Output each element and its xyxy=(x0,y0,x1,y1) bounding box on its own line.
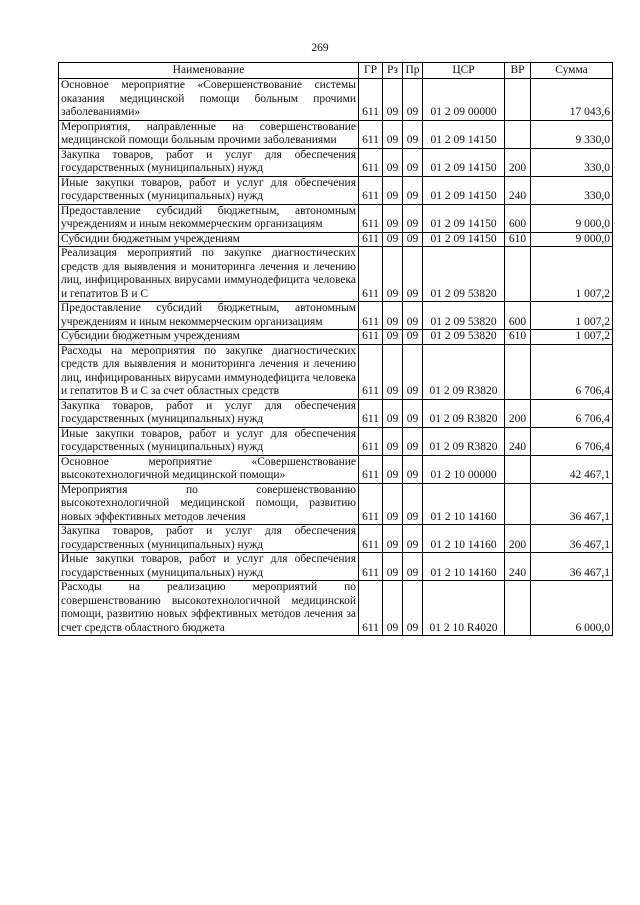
cell-rz: 09 xyxy=(383,148,403,176)
cell-pr: 09 xyxy=(403,399,423,427)
cell-vr: 240 xyxy=(505,176,531,204)
cell-vr xyxy=(505,581,531,636)
table-row xyxy=(59,204,613,232)
cell-gr: 611 xyxy=(359,455,383,483)
cell-sum: 9 330,0 xyxy=(531,120,613,148)
cell-pr: 09 xyxy=(403,79,423,121)
cell-rz: 09 xyxy=(383,120,403,148)
cell-name: Субсидии бюджетным учреждениям xyxy=(59,232,359,247)
cell-name: Основное мероприятие «Совершенствование системы оказания медицинской помощи больным прочими заболеваниями» xyxy=(59,79,359,121)
cell-sum: 6 706,4 xyxy=(531,427,613,455)
cell-pr: 09 xyxy=(403,427,423,455)
cell-name: Расходы на реализацию мероприятий по совершенствованию высокотехнологичной медицинской помощи, развитию новых эффективных методов лечения за счет средств областного бюджета xyxy=(59,581,359,636)
cell-pr: 09 xyxy=(403,176,423,204)
cell-csr: 01 2 10 14160 xyxy=(423,553,505,581)
cell-sum: 330,0 xyxy=(531,176,613,204)
cell-gr: 611 xyxy=(359,344,383,399)
cell-gr: 611 xyxy=(359,79,383,121)
cell-gr: 611 xyxy=(359,302,383,330)
cell-gr: 611 xyxy=(359,120,383,148)
cell-vr xyxy=(505,483,531,525)
cell-vr xyxy=(505,120,531,148)
cell-gr: 611 xyxy=(359,581,383,636)
cell-rz: 09 xyxy=(383,302,403,330)
table-row xyxy=(59,232,613,247)
cell-pr: 09 xyxy=(403,581,423,636)
table-row xyxy=(59,176,613,204)
cell-pr: 09 xyxy=(403,525,423,553)
cell-gr: 611 xyxy=(359,232,383,247)
cell-csr: 01 2 09 00000 xyxy=(423,79,505,121)
cell-rz: 09 xyxy=(383,553,403,581)
table-row xyxy=(59,525,613,553)
cell-csr: 01 2 09 R3820 xyxy=(423,344,505,399)
cell-csr: 01 2 09 R3820 xyxy=(423,427,505,455)
cell-gr: 611 xyxy=(359,427,383,455)
budget-table xyxy=(58,62,613,636)
cell-gr: 611 xyxy=(359,483,383,525)
cell-name: Мероприятия по совершенствованию высокотехнологичной медицинской помощи, развитию новых эффективных методов лечения xyxy=(59,483,359,525)
cell-csr: 01 2 10 14160 xyxy=(423,525,505,553)
cell-gr: 611 xyxy=(359,399,383,427)
cell-csr: 01 2 10 00000 xyxy=(423,455,505,483)
cell-sum: 1 007,2 xyxy=(531,247,613,302)
cell-csr: 01 2 09 14150 xyxy=(423,176,505,204)
cell-vr xyxy=(505,344,531,399)
cell-vr: 600 xyxy=(505,204,531,232)
cell-pr: 09 xyxy=(403,232,423,247)
cell-name: Предоставление субсидий бюджетным, автономным учреждениям и иным некоммерческим организациям xyxy=(59,204,359,232)
cell-pr: 09 xyxy=(403,247,423,302)
cell-sum: 330,0 xyxy=(531,148,613,176)
header-gr: ГР xyxy=(359,63,383,79)
cell-vr: 240 xyxy=(505,553,531,581)
cell-rz: 09 xyxy=(383,232,403,247)
cell-gr: 611 xyxy=(359,176,383,204)
cell-csr: 01 2 09 14150 xyxy=(423,232,505,247)
cell-rz: 09 xyxy=(383,581,403,636)
cell-vr: 200 xyxy=(505,525,531,553)
cell-vr xyxy=(505,455,531,483)
cell-name: Иные закупки товаров, работ и услуг для обеспечения государственных (муниципальных) нужд xyxy=(59,553,359,581)
cell-sum: 1 007,2 xyxy=(531,302,613,330)
table-row xyxy=(59,148,613,176)
cell-csr: 01 2 09 53820 xyxy=(423,247,505,302)
cell-rz: 09 xyxy=(383,483,403,525)
cell-name: Иные закупки товаров, работ и услуг для обеспечения государственных (муниципальных) нужд xyxy=(59,427,359,455)
cell-name: Основное мероприятие «Совершенствование высокотехнологичной медицинской помощи» xyxy=(59,455,359,483)
header-name: Наименование xyxy=(59,63,359,79)
cell-name: Субсидии бюджетным учреждениям xyxy=(59,330,359,345)
table-row xyxy=(59,120,613,148)
table-row xyxy=(59,455,613,483)
cell-csr: 01 2 09 R3820 xyxy=(423,399,505,427)
table-body xyxy=(59,79,613,636)
cell-gr: 611 xyxy=(359,553,383,581)
cell-vr: 200 xyxy=(505,148,531,176)
cell-vr: 610 xyxy=(505,232,531,247)
cell-csr: 01 2 09 53820 xyxy=(423,302,505,330)
page-number: 269 xyxy=(311,42,329,54)
table-row xyxy=(59,247,613,302)
cell-sum: 17 043,6 xyxy=(531,79,613,121)
cell-vr xyxy=(505,247,531,302)
cell-rz: 09 xyxy=(383,247,403,302)
cell-sum: 36 467,1 xyxy=(531,483,613,525)
cell-csr: 01 2 10 14160 xyxy=(423,483,505,525)
cell-sum: 6 000,0 xyxy=(531,581,613,636)
cell-sum: 9 000,0 xyxy=(531,204,613,232)
header-pr: Пр xyxy=(403,63,423,79)
cell-name: Закупка товаров, работ и услуг для обеспечения государственных (муниципальных) нужд xyxy=(59,525,359,553)
cell-csr: 01 2 10 R4020 xyxy=(423,581,505,636)
cell-csr: 01 2 09 14150 xyxy=(423,204,505,232)
cell-rz: 09 xyxy=(383,455,403,483)
cell-sum: 36 467,1 xyxy=(531,553,613,581)
table-row xyxy=(59,427,613,455)
cell-rz: 09 xyxy=(383,330,403,345)
cell-name: Предоставление субсидий бюджетным, автономным учреждениям и иным некоммерческим организациям xyxy=(59,302,359,330)
cell-rz: 09 xyxy=(383,525,403,553)
cell-pr: 09 xyxy=(403,302,423,330)
cell-pr: 09 xyxy=(403,483,423,525)
cell-name: Иные закупки товаров, работ и услуг для обеспечения государственных (муниципальных) нужд xyxy=(59,176,359,204)
table-row xyxy=(59,581,613,636)
cell-rz: 09 xyxy=(383,427,403,455)
cell-csr: 01 2 09 14150 xyxy=(423,148,505,176)
cell-sum: 42 467,1 xyxy=(531,455,613,483)
cell-pr: 09 xyxy=(403,148,423,176)
cell-gr: 611 xyxy=(359,330,383,345)
table-row xyxy=(59,302,613,330)
cell-pr: 09 xyxy=(403,455,423,483)
table-row xyxy=(59,344,613,399)
cell-rz: 09 xyxy=(383,399,403,427)
cell-pr: 09 xyxy=(403,120,423,148)
cell-name: Мероприятия, направленные на совершенствование медицинской помощи больным прочими заболеваниями xyxy=(59,120,359,148)
table-row xyxy=(59,399,613,427)
cell-pr: 09 xyxy=(403,204,423,232)
cell-rz: 09 xyxy=(383,204,403,232)
cell-gr: 611 xyxy=(359,148,383,176)
cell-pr: 09 xyxy=(403,344,423,399)
table-row xyxy=(59,79,613,121)
cell-vr: 200 xyxy=(505,399,531,427)
cell-csr: 01 2 09 14150 xyxy=(423,120,505,148)
table-header-row xyxy=(59,63,613,79)
table-row xyxy=(59,553,613,581)
cell-sum: 6 706,4 xyxy=(531,344,613,399)
cell-gr: 611 xyxy=(359,525,383,553)
cell-vr: 610 xyxy=(505,330,531,345)
cell-gr: 611 xyxy=(359,247,383,302)
cell-vr: 240 xyxy=(505,427,531,455)
header-vr: ВР xyxy=(505,63,531,79)
header-sum: Сумма xyxy=(531,63,613,79)
cell-sum: 9 000,0 xyxy=(531,232,613,247)
cell-name: Реализация мероприятий по закупке диагностических средств для выявления и мониторинга лечения и лечению лиц, инфицированных вирусами иммунодефицита человека и гепатитов В и С xyxy=(59,247,359,302)
header-rz: Рз xyxy=(383,63,403,79)
header-csr: ЦСР xyxy=(423,63,505,79)
cell-name: Расходы на мероприятия по закупке диагностических средств для выявления и мониторинга лечения и лечению лиц, инфицированных вирусами иммунодефицита человека и гепатитов В и С за счет областных средств xyxy=(59,344,359,399)
cell-name: Закупка товаров, работ и услуг для обеспечения государственных (муниципальных) нужд xyxy=(59,148,359,176)
cell-name: Закупка товаров, работ и услуг для обеспечения государственных (муниципальных) нужд xyxy=(59,399,359,427)
cell-vr xyxy=(505,79,531,121)
cell-sum: 6 706,4 xyxy=(531,399,613,427)
cell-rz: 09 xyxy=(383,344,403,399)
cell-vr: 600 xyxy=(505,302,531,330)
table-row xyxy=(59,483,613,525)
cell-rz: 09 xyxy=(383,79,403,121)
cell-sum: 1 007,2 xyxy=(531,330,613,345)
cell-gr: 611 xyxy=(359,204,383,232)
cell-rz: 09 xyxy=(383,176,403,204)
cell-csr: 01 2 09 53820 xyxy=(423,330,505,345)
cell-pr: 09 xyxy=(403,330,423,345)
table-row xyxy=(59,330,613,345)
cell-pr: 09 xyxy=(403,553,423,581)
cell-sum: 36 467,1 xyxy=(531,525,613,553)
